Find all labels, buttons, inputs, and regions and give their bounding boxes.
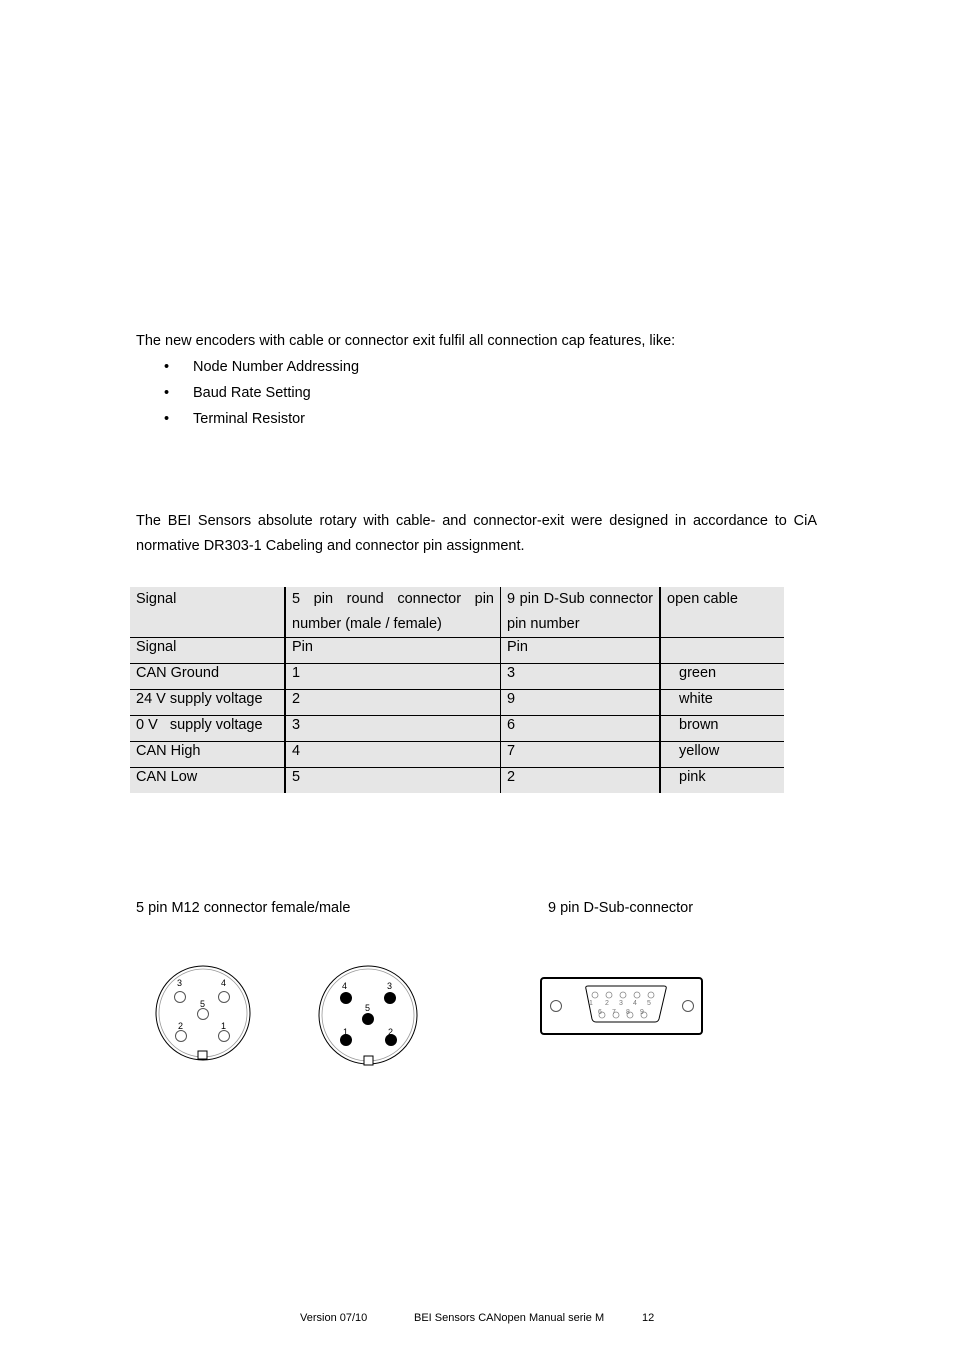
pin-4 bbox=[340, 992, 352, 1004]
table-subheader-row: Signal Pin Pin bbox=[130, 638, 784, 664]
pin-1 bbox=[219, 1031, 230, 1042]
pin-label: 1 bbox=[221, 1021, 227, 1031]
pin-4 bbox=[219, 992, 230, 1003]
pin-label: 2 bbox=[388, 1027, 394, 1037]
pin-3 bbox=[175, 992, 186, 1003]
pin-5 bbox=[362, 1013, 374, 1025]
pin-5 bbox=[198, 1009, 209, 1020]
pin-label: 4 bbox=[342, 981, 348, 991]
intro-text: The new encoders with cable or connector exit fulfil all connection cap features, like: bbox=[136, 333, 676, 349]
pin-assignment-table bbox=[130, 587, 784, 793]
table-row: 24 V supply voltage 2 9 white bbox=[130, 690, 784, 716]
footer-title: BEI Sensors CANopen Manual serie M bbox=[414, 1312, 605, 1324]
pin-label: 8 bbox=[626, 1009, 630, 1016]
table-row: CAN Ground 1 3 green bbox=[130, 664, 784, 690]
table-row: 0 V supply voltage 3 6 brown bbox=[130, 716, 784, 742]
header-dsub-connector: 9 pin D-Sub connector pin number bbox=[501, 587, 661, 638]
key-notch bbox=[364, 1056, 373, 1065]
pin-label: 9 bbox=[640, 1009, 644, 1016]
pin-label: 7 bbox=[612, 1009, 616, 1016]
list-item: • Baud Rate Setting bbox=[164, 384, 359, 410]
list-item: • Terminal Resistor bbox=[164, 410, 359, 436]
pin-label: 5 bbox=[365, 1003, 371, 1013]
m12-female-connector-diagram bbox=[150, 962, 256, 1068]
footer-version: Version 07/10 bbox=[300, 1312, 368, 1324]
footer-page-number: 12 bbox=[642, 1312, 655, 1324]
pin-label: 5 bbox=[200, 999, 206, 1009]
m12-male-connector-diagram bbox=[315, 963, 421, 1071]
pin-label: 1 bbox=[589, 1000, 593, 1007]
mounting-hole-right bbox=[683, 1001, 694, 1012]
dsub-trapezoid bbox=[586, 986, 667, 1022]
dsub-caption: 9 pin D-Sub-connector bbox=[548, 900, 694, 916]
pin-label: 6 bbox=[598, 1009, 602, 1016]
pin-label: 4 bbox=[221, 978, 227, 988]
design-paragraph: The BEI Sensors absolute rotary with cable- and connector-exit were designed in accordance to CiA normative DR303-1 Cabeling and connector pin assignment. bbox=[136, 513, 817, 554]
mounting-hole-left bbox=[551, 1001, 562, 1012]
header-round-connector: 5 pin round connector pin number (male / female) bbox=[285, 587, 501, 638]
pin-label: 2 bbox=[605, 1000, 609, 1007]
table-header-row bbox=[130, 587, 784, 638]
feature-list bbox=[164, 358, 359, 436]
pin-3 bbox=[384, 992, 396, 1004]
m12-caption: 5 pin M12 connector female/male bbox=[136, 900, 351, 916]
header-open-cable: open cable bbox=[660, 587, 784, 638]
list-item: • Node Number Addressing bbox=[164, 358, 359, 384]
header-signal: Signal bbox=[136, 591, 177, 607]
key-notch bbox=[198, 1051, 207, 1059]
table-row: CAN High 4 7 yellow bbox=[130, 742, 784, 768]
pin-label: 1 bbox=[343, 1027, 349, 1037]
dsub-connector-diagram bbox=[538, 975, 706, 1039]
pin-label: 3 bbox=[619, 1000, 623, 1007]
pin-label: 4 bbox=[633, 1000, 637, 1007]
pin-label: 3 bbox=[387, 981, 393, 991]
pin-2 bbox=[176, 1031, 187, 1042]
pin-label: 2 bbox=[178, 1021, 184, 1031]
table-row: CAN Low 5 2 pink bbox=[130, 768, 784, 794]
pin-label: 3 bbox=[177, 978, 183, 988]
pin-label: 5 bbox=[647, 1000, 651, 1007]
